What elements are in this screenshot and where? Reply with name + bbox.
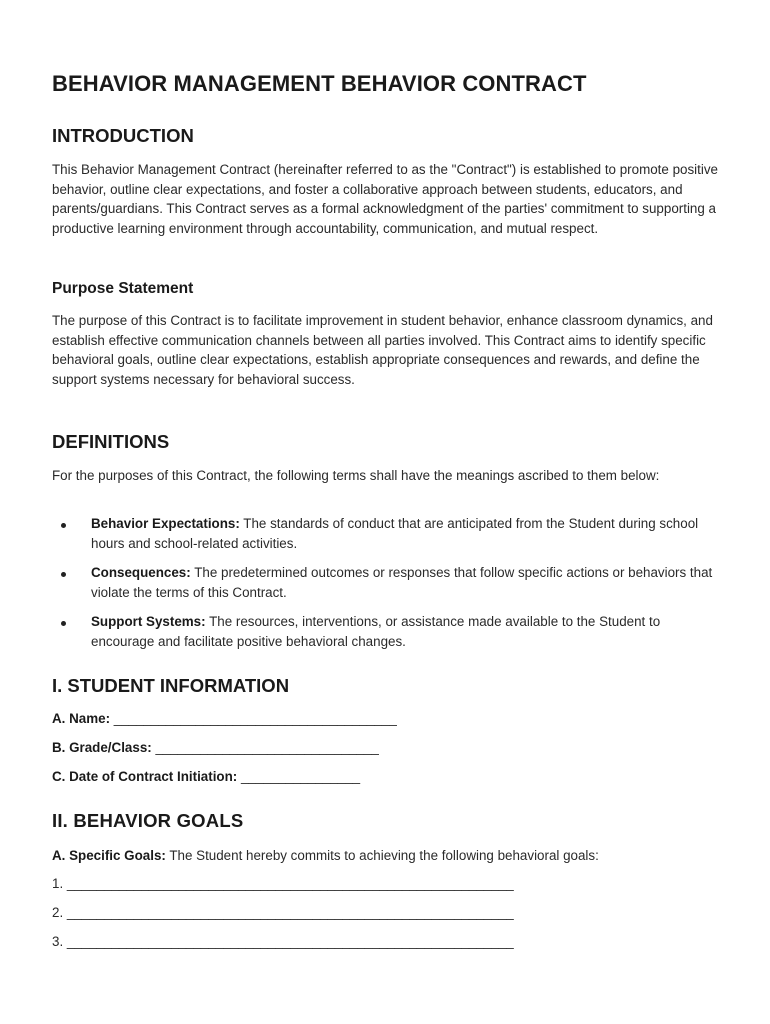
goal-line-2[interactable]: 2. ____________________________________________________________ (52, 905, 514, 920)
grade-class-field[interactable] (52, 738, 379, 757)
bullet-icon (61, 572, 66, 577)
behavior-goals-heading: II. BEHAVIOR GOALS (52, 810, 244, 831)
specific-goals-text: The Student hereby commits to achieving the following behavioral goals: (165, 848, 599, 863)
bullet-icon (61, 523, 66, 528)
specific-goals-label: A. Specific Goals: (52, 848, 166, 863)
introduction-heading: INTRODUCTION (52, 125, 194, 146)
bullet-icon (61, 621, 66, 626)
definitions-heading: DEFINITIONS (52, 431, 170, 452)
definition-description: The resources, interventions, or assistance made available to the Student to encourage and facilitate positive behavioral changes. (91, 614, 661, 649)
definition-description: The predetermined outcomes or responses that follow specific actions or behaviors that violate the terms of this Contract. (91, 565, 713, 600)
definition-text (91, 514, 719, 553)
specific-goals-intro (52, 846, 599, 865)
definition-text (91, 612, 719, 651)
purpose-heading: Purpose Statement (52, 280, 194, 297)
purpose-text: The purpose of this Contract is to facilitate improvement in student behavior, enhance classroom dynamics, and establish effective communication channels between all parties involved. This Contract aims to identify specific behavioral goals, outline clear expectations, establish appropriate consequences and rewards, and define the support systems necessary for behavioral success. (52, 313, 713, 387)
definition-description: The standards of conduct that are anticipated from the Student during school hours and school-related activities. (91, 516, 699, 551)
contract-date-label: C. Date of Contract Initiation: (52, 769, 238, 784)
student-info-heading: I. STUDENT INFORMATION (52, 675, 290, 696)
student-name-label: A. Name: (52, 711, 111, 726)
definitions-intro: For the purposes of this Contract, the following terms shall have the meanings ascribed to them below: (52, 468, 660, 483)
grade-class-label: B. Grade/Class: (52, 740, 152, 755)
goal-line-1[interactable]: 1. ____________________________________________________________ (52, 876, 514, 891)
introduction-text: This Behavior Management Contract (hereinafter referred to as the "Contract") is established to promote positive behavior, outline clear expectations, and foster a collaborative approach between students, educators, and parents/guardians. This Contract serves as a formal acknowledgment of the parties' commitment to supporting a productive learning environment through accountability, communication, and mutual respect. (52, 162, 718, 236)
document-title: BEHAVIOR MANAGEMENT BEHAVIOR CONTRACT (52, 71, 587, 96)
student-name-blank[interactable]: ______________________________________ (110, 711, 397, 726)
definition-term: Consequences: (91, 565, 191, 580)
definition-term: Behavior Expectations: (91, 516, 240, 531)
grade-class-blank[interactable]: ______________________________ (151, 740, 379, 755)
student-name-field[interactable] (52, 709, 397, 728)
definition-text (91, 563, 719, 602)
contract-date-blank[interactable]: ________________ (237, 769, 361, 784)
definition-term: Support Systems: (91, 614, 206, 629)
goal-line-3[interactable]: 3. ____________________________________________________________ (52, 934, 514, 949)
contract-date-field[interactable] (52, 767, 360, 786)
